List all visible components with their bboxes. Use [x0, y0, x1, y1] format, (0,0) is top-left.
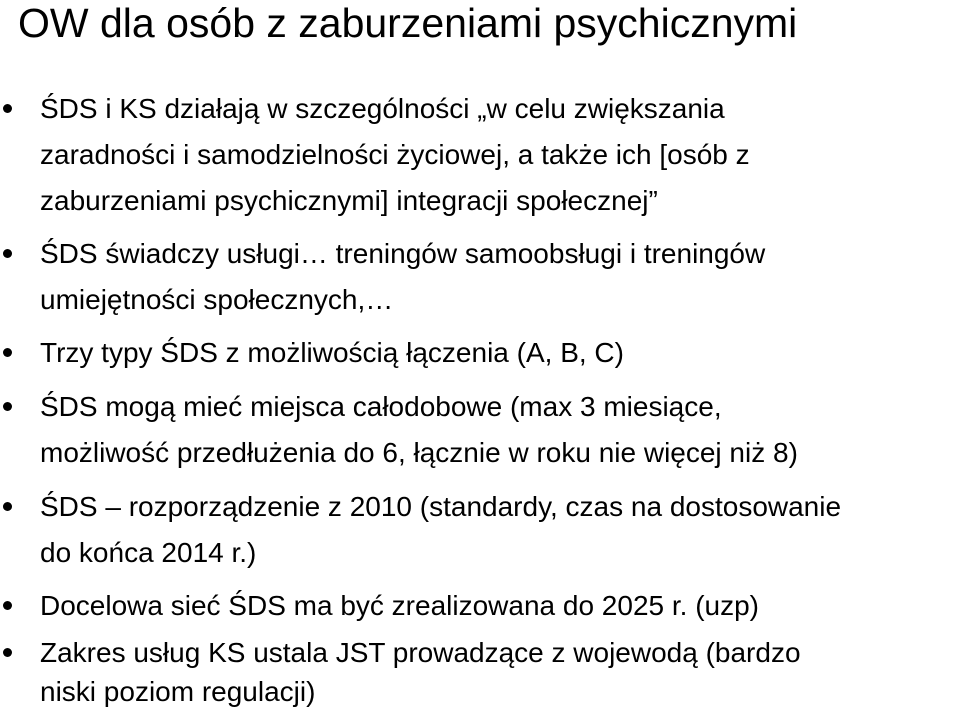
- bullet-line: możliwość przedłużenia do 6, łącznie w roku nie więcej niż 8): [40, 437, 798, 468]
- bullet-dot: [3, 601, 12, 610]
- bullet-dot: [3, 402, 12, 411]
- bullet-dot: [3, 348, 12, 357]
- bullet-dot: [3, 648, 12, 657]
- bullet-dot: [3, 502, 12, 511]
- bullet-line: ŚDS – rozporządzenie z 2010 (standardy, czas na dostosowanie: [40, 491, 842, 522]
- bullet-line: Zakres usług KS ustala JST prowadzące z wojewodą (bardzo: [40, 637, 801, 668]
- bullet-line: umiejętności społecznych,…: [40, 284, 394, 315]
- bullet-line: ŚDS i KS działają w szczególności „w celu zwiększania: [40, 93, 725, 124]
- bullet-line: do końca 2014 r.): [40, 537, 257, 568]
- slide-title: OW dla osób z zaburzeniami psychicznymi: [18, 0, 798, 46]
- bullet-dot: [3, 104, 12, 113]
- bullet-line: ŚDS mogą mieć miejsca całodobowe (max 3 miesiące,: [40, 391, 722, 422]
- bullet-dot: [3, 249, 12, 258]
- bullet-line: Trzy typy ŚDS z możliwością łączenia (A, B, C): [40, 337, 624, 368]
- bullet-line: zaburzeniami psychicznymi] integracji społecznej”: [40, 185, 658, 216]
- bullet-line: Docelowa sieć ŚDS ma być zrealizowana do 2025 r. (uzp): [40, 590, 760, 621]
- bullet-line: ŚDS świadczy usługi… treningów samoobsługi i treningów: [40, 238, 766, 269]
- bullet-line: zaradności i samodzielności życiowej, a także ich [osób z: [40, 139, 750, 170]
- bullet-line: niski poziom regulacji): [40, 676, 316, 707]
